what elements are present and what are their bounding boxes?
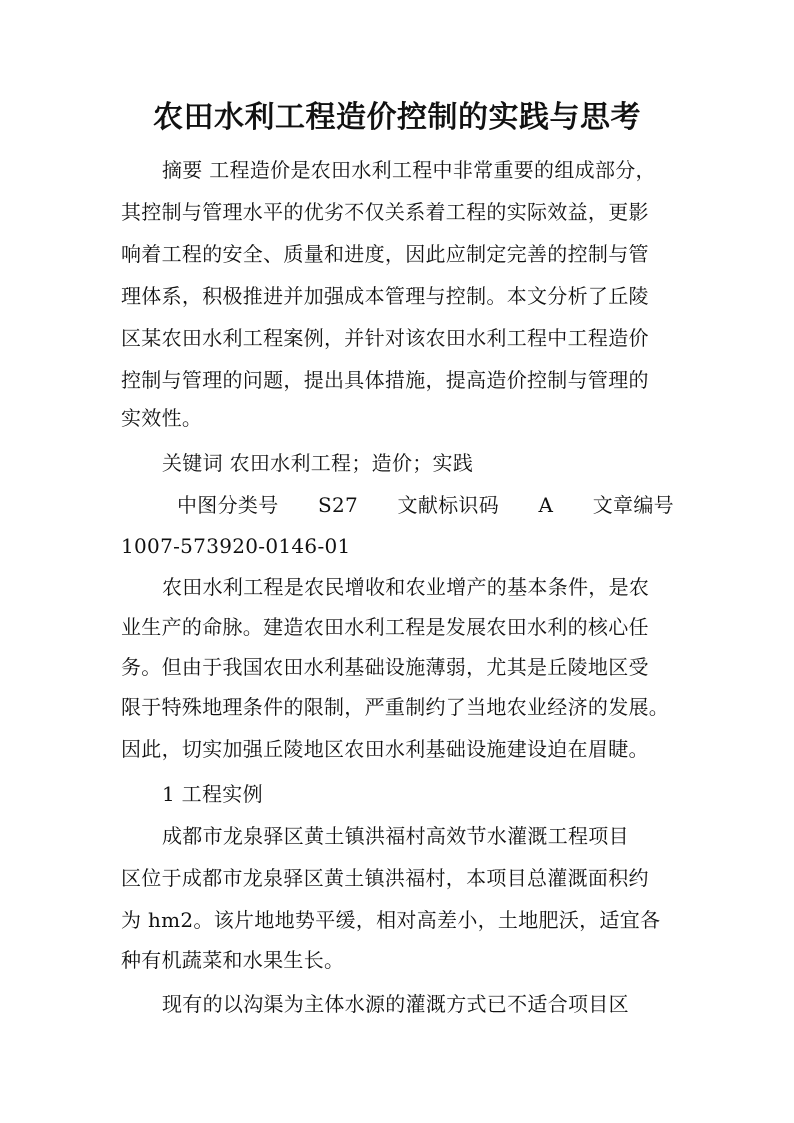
intro-line: 务。但由于我国农田水利基础设施薄弱，尤其是丘陵地区受 — [121, 655, 649, 679]
abstract-line: 其控制与管理水平的优劣不仅关系着工程的实际效益，更影 — [121, 200, 649, 224]
document-title: 农田水利工程造价控制的实践与思考 — [153, 100, 641, 135]
classification-row — [177, 491, 674, 519]
abstract-line: 区某农田水利工程案例，并针对该农田水利工程中工程造价 — [121, 326, 649, 350]
clc-value: S27 — [317, 493, 359, 517]
abstract-line: 控制与管理的问题，提出具体措施，提高造价控制与管理的 — [121, 368, 649, 392]
intro-line: 限于特殊地理条件的限制，严重制约了当地农业经济的发展。 — [121, 695, 670, 719]
article-number-label: 文章编号 — [592, 493, 674, 517]
section-heading: 1 工程实例 — [162, 782, 263, 806]
intro-line: 农田水利工程是农民增收和农业增产的基本条件，是农 — [162, 575, 650, 599]
abstract-line: 摘要 工程造价是农田水利工程中非常重要的组成部分， — [162, 158, 656, 182]
doc-code-value: A — [538, 493, 554, 517]
doc-code-label: 文献标识码 — [397, 493, 500, 517]
abstract-line: 理体系，积极推进并加强成本管理与控制。本文分析了丘陵 — [121, 284, 649, 308]
intro-line: 业生产的命脉。建造农田水利工程是发展农田水利的核心任 — [121, 615, 649, 639]
case-line: 为 hm2。该片地地势平缓，相对高差小，土地肥沃，适宜各 — [121, 908, 661, 932]
intro-line: 因此，切实加强丘陵地区农田水利基础设施建设迫在眉睫。 — [121, 737, 649, 761]
abstract-line: 响着工程的安全、质量和进度，因此应制定完善的控制与管 — [121, 242, 649, 266]
keywords-line: 关键词 农田水利工程；造价；实践 — [162, 451, 474, 475]
paragraph-line: 现有的以沟渠为主体水源的灌溉方式已不适合项目区 — [162, 992, 629, 1016]
article-number: 1007-573920-0146-01 — [121, 534, 351, 558]
case-line: 种有机蔬菜和水果生长。 — [121, 948, 345, 972]
abstract-line: 实效性。 — [121, 406, 203, 430]
case-line: 区位于成都市龙泉驿区黄土镇洪福村，本项目总灌溉面积约 — [121, 866, 649, 890]
clc-label: 中图分类号 — [177, 493, 279, 517]
case-line: 成都市龙泉驿区黄土镇洪福村高效节水灌溉工程项目 — [162, 824, 629, 848]
